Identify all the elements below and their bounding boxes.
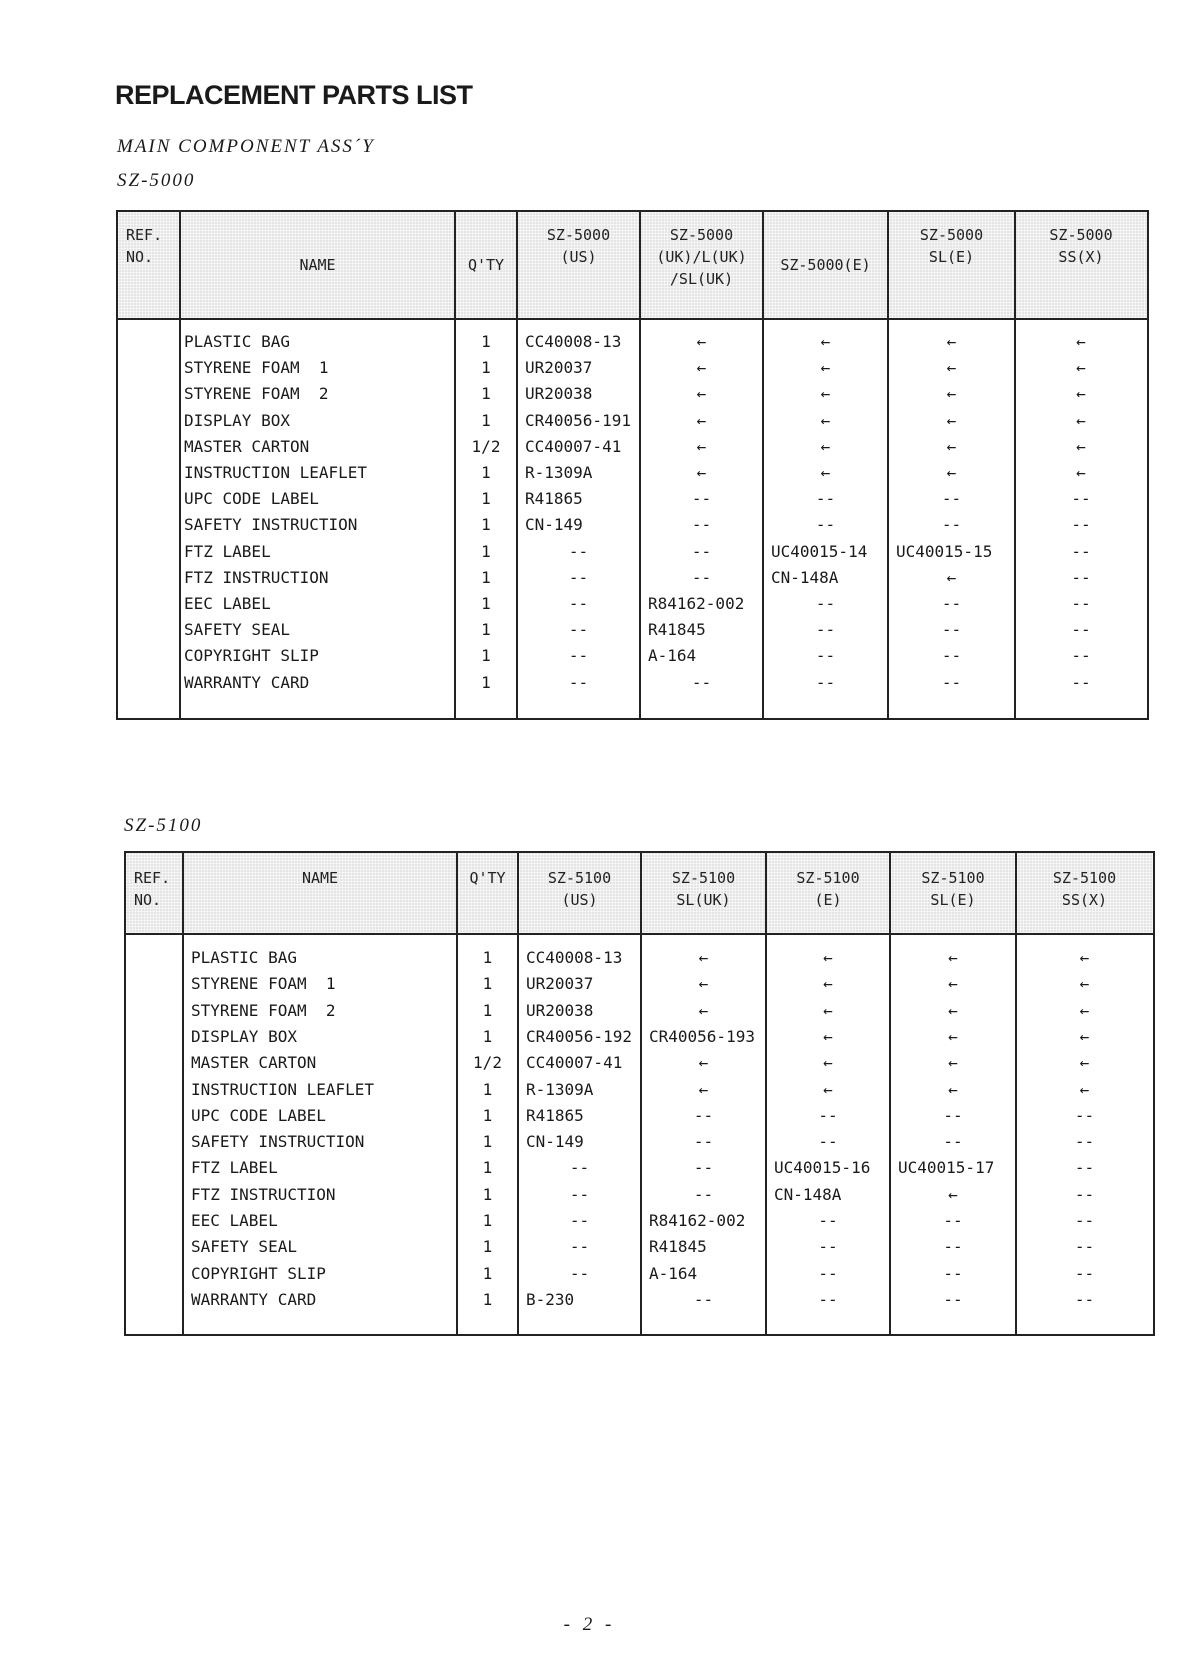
- part-number-cell: ←: [946, 358, 957, 378]
- header-model-3: SZ-5000(E): [780, 256, 871, 274]
- part-number-cell: --: [569, 1237, 590, 1257]
- part-number-cell: ←: [1076, 332, 1086, 351]
- part-number-cell: --: [818, 1132, 838, 1152]
- part-name: STYRENE FOAM 2: [191, 1000, 336, 1020]
- part-number-cell: --: [815, 489, 836, 509]
- header-model-5: SZ-5100 SS(X): [1052, 869, 1117, 909]
- part-number-cell: --: [693, 1158, 714, 1178]
- part-number-cell: ←: [1079, 974, 1090, 994]
- part-name: SAFETY INSTRUCTION: [184, 515, 358, 535]
- part-number-cell: ←: [820, 358, 831, 378]
- part-number-cell: R84162-002: [649, 1211, 746, 1230]
- part-name: MASTER CARTON: [184, 436, 310, 456]
- part-number-cell: --: [568, 594, 589, 613]
- part-number-cell: UC40015-15: [896, 541, 993, 561]
- part-number-cell: --: [818, 1105, 838, 1125]
- part-number-cell: --: [1074, 1263, 1095, 1283]
- part-qty: 1: [481, 463, 491, 482]
- part-number-cell: --: [1074, 1184, 1095, 1204]
- part-number-cell: ←: [698, 1000, 709, 1020]
- part-number-cell: --: [818, 1211, 838, 1230]
- part-number-cell: --: [693, 1132, 714, 1152]
- part-qty: 1: [482, 948, 493, 967]
- part-number-cell: --: [818, 1263, 838, 1283]
- part-number-cell: R-1309A: [525, 463, 593, 482]
- header-model-1: SZ-5100 (US): [547, 869, 612, 909]
- part-number-cell: ←: [1079, 1026, 1090, 1046]
- part-qty: 1: [481, 384, 491, 404]
- part-number-cell: --: [568, 672, 589, 692]
- part-name: FTZ INSTRUCTION: [184, 567, 329, 587]
- part-number-cell: --: [1074, 1158, 1095, 1178]
- part-number-cell: ←: [696, 410, 707, 430]
- section-subtitle: MAIN COMPONENT ASS´Y: [117, 136, 375, 157]
- part-name: STYRENE FOAM 2: [184, 384, 329, 404]
- part-number-cell: UR20037: [526, 974, 594, 994]
- part-qty: 1: [481, 489, 491, 509]
- part-number-cell: ←: [820, 436, 831, 456]
- part-name: SAFETY INSTRUCTION: [191, 1132, 365, 1152]
- page-number: - 2 -: [563, 1614, 616, 1635]
- part-number-cell: ←: [946, 463, 957, 482]
- part-number-cell: CC40007-41: [525, 436, 622, 456]
- part-qty: 1: [482, 1158, 493, 1178]
- part-number-cell: ←: [696, 332, 707, 351]
- part-name: UPC CODE LABEL: [184, 489, 319, 509]
- part-number-cell: A-164: [648, 646, 697, 666]
- column-divider: [179, 212, 181, 718]
- part-number-cell: ←: [948, 948, 958, 967]
- part-number-cell: ←: [948, 974, 958, 994]
- part-number-cell: UC40015-16: [774, 1158, 871, 1178]
- part-number-cell: --: [569, 1184, 590, 1204]
- part-number-cell: ←: [948, 1079, 958, 1099]
- part-qty: 1: [482, 974, 493, 994]
- part-name: MASTER CARTON: [191, 1053, 317, 1073]
- header-name: NAME: [299, 256, 336, 274]
- part-number-cell: ←: [1079, 1079, 1090, 1099]
- part-number-cell: --: [1071, 567, 1091, 587]
- part-number-cell: ←: [823, 974, 833, 994]
- part-number-cell: ←: [823, 948, 833, 967]
- part-number-cell: ←: [698, 1079, 709, 1099]
- part-number-cell: CC40008-13: [525, 332, 622, 351]
- part-number-cell: --: [1074, 1105, 1095, 1125]
- part-number-cell: --: [1074, 1211, 1095, 1230]
- part-number-cell: CN-149: [526, 1132, 584, 1152]
- part-number-cell: --: [568, 567, 589, 587]
- part-number-cell: ←: [1076, 436, 1086, 456]
- part-number-cell: --: [568, 541, 589, 561]
- part-number-cell: ←: [946, 410, 957, 430]
- part-name: STYRENE FOAM 1: [184, 358, 329, 378]
- part-name: SAFETY SEAL: [184, 620, 290, 640]
- part-number-cell: --: [943, 1105, 963, 1125]
- header-model-1: SZ-5000 (US): [546, 226, 611, 266]
- part-number-cell: ←: [948, 1053, 958, 1073]
- header-ref-no: REF. NO.: [126, 226, 163, 266]
- part-number-cell: --: [569, 1211, 590, 1230]
- part-number-cell: R-1309A: [526, 1079, 594, 1099]
- part-number-cell: ←: [1076, 410, 1086, 430]
- part-number-cell: --: [943, 1237, 963, 1257]
- part-number-cell: R41865: [526, 1105, 584, 1125]
- part-number-cell: ←: [946, 436, 957, 456]
- part-name: FTZ INSTRUCTION: [191, 1184, 336, 1204]
- page-title: REPLACEMENT PARTS LIST: [115, 80, 473, 110]
- part-number-cell: --: [941, 489, 962, 509]
- part-qty: 1: [481, 332, 491, 351]
- part-qty: 1: [482, 1132, 493, 1152]
- part-number-cell: ←: [823, 1000, 833, 1020]
- part-number-cell: --: [568, 646, 589, 666]
- part-qty: 1: [482, 1237, 493, 1257]
- part-number-cell: --: [691, 541, 712, 561]
- header-name: NAME: [301, 869, 339, 887]
- part-name: COPYRIGHT SLIP: [184, 646, 319, 666]
- part-name: COPYRIGHT SLIP: [191, 1263, 326, 1283]
- part-qty: 1: [481, 515, 491, 535]
- part-number-cell: --: [569, 1158, 590, 1178]
- part-number-cell: --: [815, 620, 836, 640]
- part-number-cell: --: [941, 515, 962, 535]
- part-name: STYRENE FOAM 1: [191, 974, 336, 994]
- part-number-cell: --: [815, 646, 836, 666]
- part-number-cell: --: [1071, 515, 1091, 535]
- part-number-cell: --: [943, 1211, 963, 1230]
- part-number-cell: ←: [698, 1053, 709, 1073]
- part-qty: 1: [481, 358, 491, 378]
- part-number-cell: --: [818, 1237, 838, 1257]
- part-number-cell: --: [1071, 594, 1091, 613]
- part-number-cell: CC40007-41: [526, 1053, 623, 1073]
- part-number-cell: R41845: [648, 620, 706, 640]
- header-model-3: SZ-5100 (E): [796, 869, 860, 909]
- part-number-cell: CR40056-193: [649, 1026, 755, 1046]
- part-number-cell: ←: [1079, 1000, 1090, 1020]
- part-number-cell: ←: [823, 1053, 833, 1073]
- part-number-cell: --: [815, 672, 836, 692]
- part-name: INSTRUCTION LEAFLET: [184, 463, 368, 482]
- part-number-cell: --: [943, 1263, 963, 1283]
- part-number-cell: --: [1074, 1289, 1095, 1309]
- part-number-cell: UR20037: [525, 358, 593, 378]
- part-number-cell: ←: [696, 358, 707, 378]
- part-number-cell: --: [569, 1263, 590, 1283]
- part-name: DISPLAY BOX: [184, 410, 290, 430]
- part-number-cell: ←: [820, 332, 831, 351]
- part-qty: 1: [481, 646, 491, 666]
- part-qty: 1: [482, 1026, 493, 1046]
- section-label-sz5000: SZ-5000: [117, 170, 196, 191]
- part-qty: 1: [482, 1079, 493, 1099]
- part-number-cell: ←: [823, 1026, 833, 1046]
- part-number-cell: --: [943, 1289, 963, 1309]
- part-number-cell: ←: [820, 410, 831, 430]
- part-number-cell: ←: [696, 384, 707, 404]
- part-number-cell: --: [1071, 672, 1091, 692]
- part-number-cell: ←: [946, 384, 957, 404]
- header-model-2: SZ-5000 (UK)/L(UK) /SL(UK): [656, 226, 747, 288]
- header-model-2: SZ-5100 SL(UK): [671, 869, 736, 909]
- part-number-cell: --: [1071, 620, 1091, 640]
- part-number-cell: --: [943, 1132, 963, 1152]
- part-number-cell: ←: [948, 1026, 958, 1046]
- part-number-cell: --: [691, 672, 712, 692]
- part-number-cell: ←: [820, 384, 831, 404]
- section-label-sz5100: SZ-5100: [124, 815, 203, 836]
- part-name: WARRANTY CARD: [184, 672, 310, 692]
- part-number-cell: ←: [948, 1184, 958, 1204]
- part-number-cell: ←: [696, 436, 707, 456]
- part-number-cell: ←: [946, 332, 957, 351]
- part-name: UPC CODE LABEL: [191, 1105, 326, 1125]
- part-qty: 1: [481, 672, 491, 692]
- part-number-cell: R41865: [525, 489, 583, 509]
- part-number-cell: --: [691, 567, 712, 587]
- part-number-cell: ←: [1079, 1053, 1090, 1073]
- part-name: FTZ LABEL: [191, 1158, 278, 1178]
- part-name: INSTRUCTION LEAFLET: [191, 1079, 375, 1099]
- header-model-4: SZ-5100 SL(E): [921, 869, 985, 909]
- part-name: DISPLAY BOX: [191, 1026, 297, 1046]
- part-qty: 1: [482, 1263, 493, 1283]
- part-qty: 1: [481, 594, 491, 613]
- part-name: WARRANTY CARD: [191, 1289, 317, 1309]
- part-qty: 1: [481, 410, 491, 430]
- parts-table-sz5100: [124, 851, 1155, 1336]
- part-number-cell: ←: [946, 567, 957, 587]
- part-number-cell: ←: [1076, 463, 1086, 482]
- part-number-cell: UC40015-17: [898, 1158, 995, 1178]
- part-name: FTZ LABEL: [184, 541, 271, 561]
- part-qty: 1: [481, 567, 491, 587]
- part-number-cell: UC40015-14: [771, 541, 868, 561]
- part-number-cell: ←: [1076, 358, 1086, 378]
- header-model-5: SZ-5000 SS(X): [1049, 226, 1113, 266]
- part-qty: 1: [482, 1105, 493, 1125]
- part-number-cell: ←: [948, 1000, 958, 1020]
- part-number-cell: ←: [823, 1079, 833, 1099]
- part-number-cell: --: [693, 1289, 714, 1309]
- part-number-cell: --: [941, 594, 962, 613]
- part-number-cell: --: [1071, 489, 1091, 509]
- part-qty: 1: [482, 1289, 493, 1309]
- part-number-cell: ←: [698, 974, 709, 994]
- part-qty: 1: [481, 620, 491, 640]
- part-number-cell: --: [691, 489, 712, 509]
- part-number-cell: --: [568, 620, 589, 640]
- header-qty: Q'TY: [467, 256, 505, 274]
- part-number-cell: --: [941, 620, 962, 640]
- header-model-4: SZ-5000 SL(E): [919, 226, 984, 266]
- part-number-cell: ←: [820, 463, 831, 482]
- part-number-cell: --: [941, 646, 962, 666]
- part-number-cell: CN-148A: [771, 567, 839, 587]
- part-number-cell: UR20038: [525, 384, 593, 404]
- header-qty: Q'TY: [469, 869, 506, 887]
- part-number-cell: R84162-002: [648, 594, 745, 613]
- part-qty: 1/2: [471, 436, 501, 456]
- part-number-cell: CN-149: [525, 515, 583, 535]
- part-number-cell: --: [693, 1184, 714, 1204]
- part-number-cell: --: [1074, 1132, 1095, 1152]
- part-number-cell: ←: [1079, 948, 1090, 967]
- part-number-cell: B-230: [526, 1289, 575, 1309]
- part-qty: 1/2: [473, 1053, 502, 1073]
- part-number-cell: CN-148A: [774, 1184, 842, 1204]
- part-number-cell: CR40056-192: [526, 1026, 632, 1046]
- part-number-cell: --: [941, 672, 962, 692]
- part-number-cell: --: [1074, 1237, 1095, 1257]
- part-qty: 1: [482, 1184, 493, 1204]
- part-name: PLASTIC BAG: [191, 948, 297, 967]
- part-number-cell: --: [818, 1289, 838, 1309]
- part-qty: 1: [481, 541, 491, 561]
- part-number-cell: --: [1071, 541, 1091, 561]
- part-number-cell: ←: [698, 948, 709, 967]
- part-number-cell: CC40008-13: [526, 948, 623, 967]
- part-qty: 1: [482, 1000, 493, 1020]
- column-divider: [182, 853, 184, 1334]
- part-qty: 1: [482, 1211, 493, 1230]
- parts-table-sz5000: [116, 210, 1149, 720]
- part-number-cell: --: [1071, 646, 1091, 666]
- part-name: EEC LABEL: [191, 1211, 278, 1230]
- header-ref-no: REF. NO.: [134, 869, 171, 909]
- part-number-cell: --: [693, 1105, 714, 1125]
- part-number-cell: ←: [696, 463, 707, 482]
- part-number-cell: ←: [1076, 384, 1086, 404]
- part-number-cell: --: [815, 515, 836, 535]
- part-name: PLASTIC BAG: [184, 332, 290, 351]
- part-number-cell: CR40056-191: [525, 410, 631, 430]
- part-number-cell: A-164: [649, 1263, 698, 1283]
- part-number-cell: R41845: [649, 1237, 707, 1257]
- part-number-cell: --: [815, 594, 836, 613]
- part-number-cell: --: [691, 515, 712, 535]
- part-name: SAFETY SEAL: [191, 1237, 297, 1257]
- part-number-cell: UR20038: [526, 1000, 594, 1020]
- part-name: EEC LABEL: [184, 594, 271, 613]
